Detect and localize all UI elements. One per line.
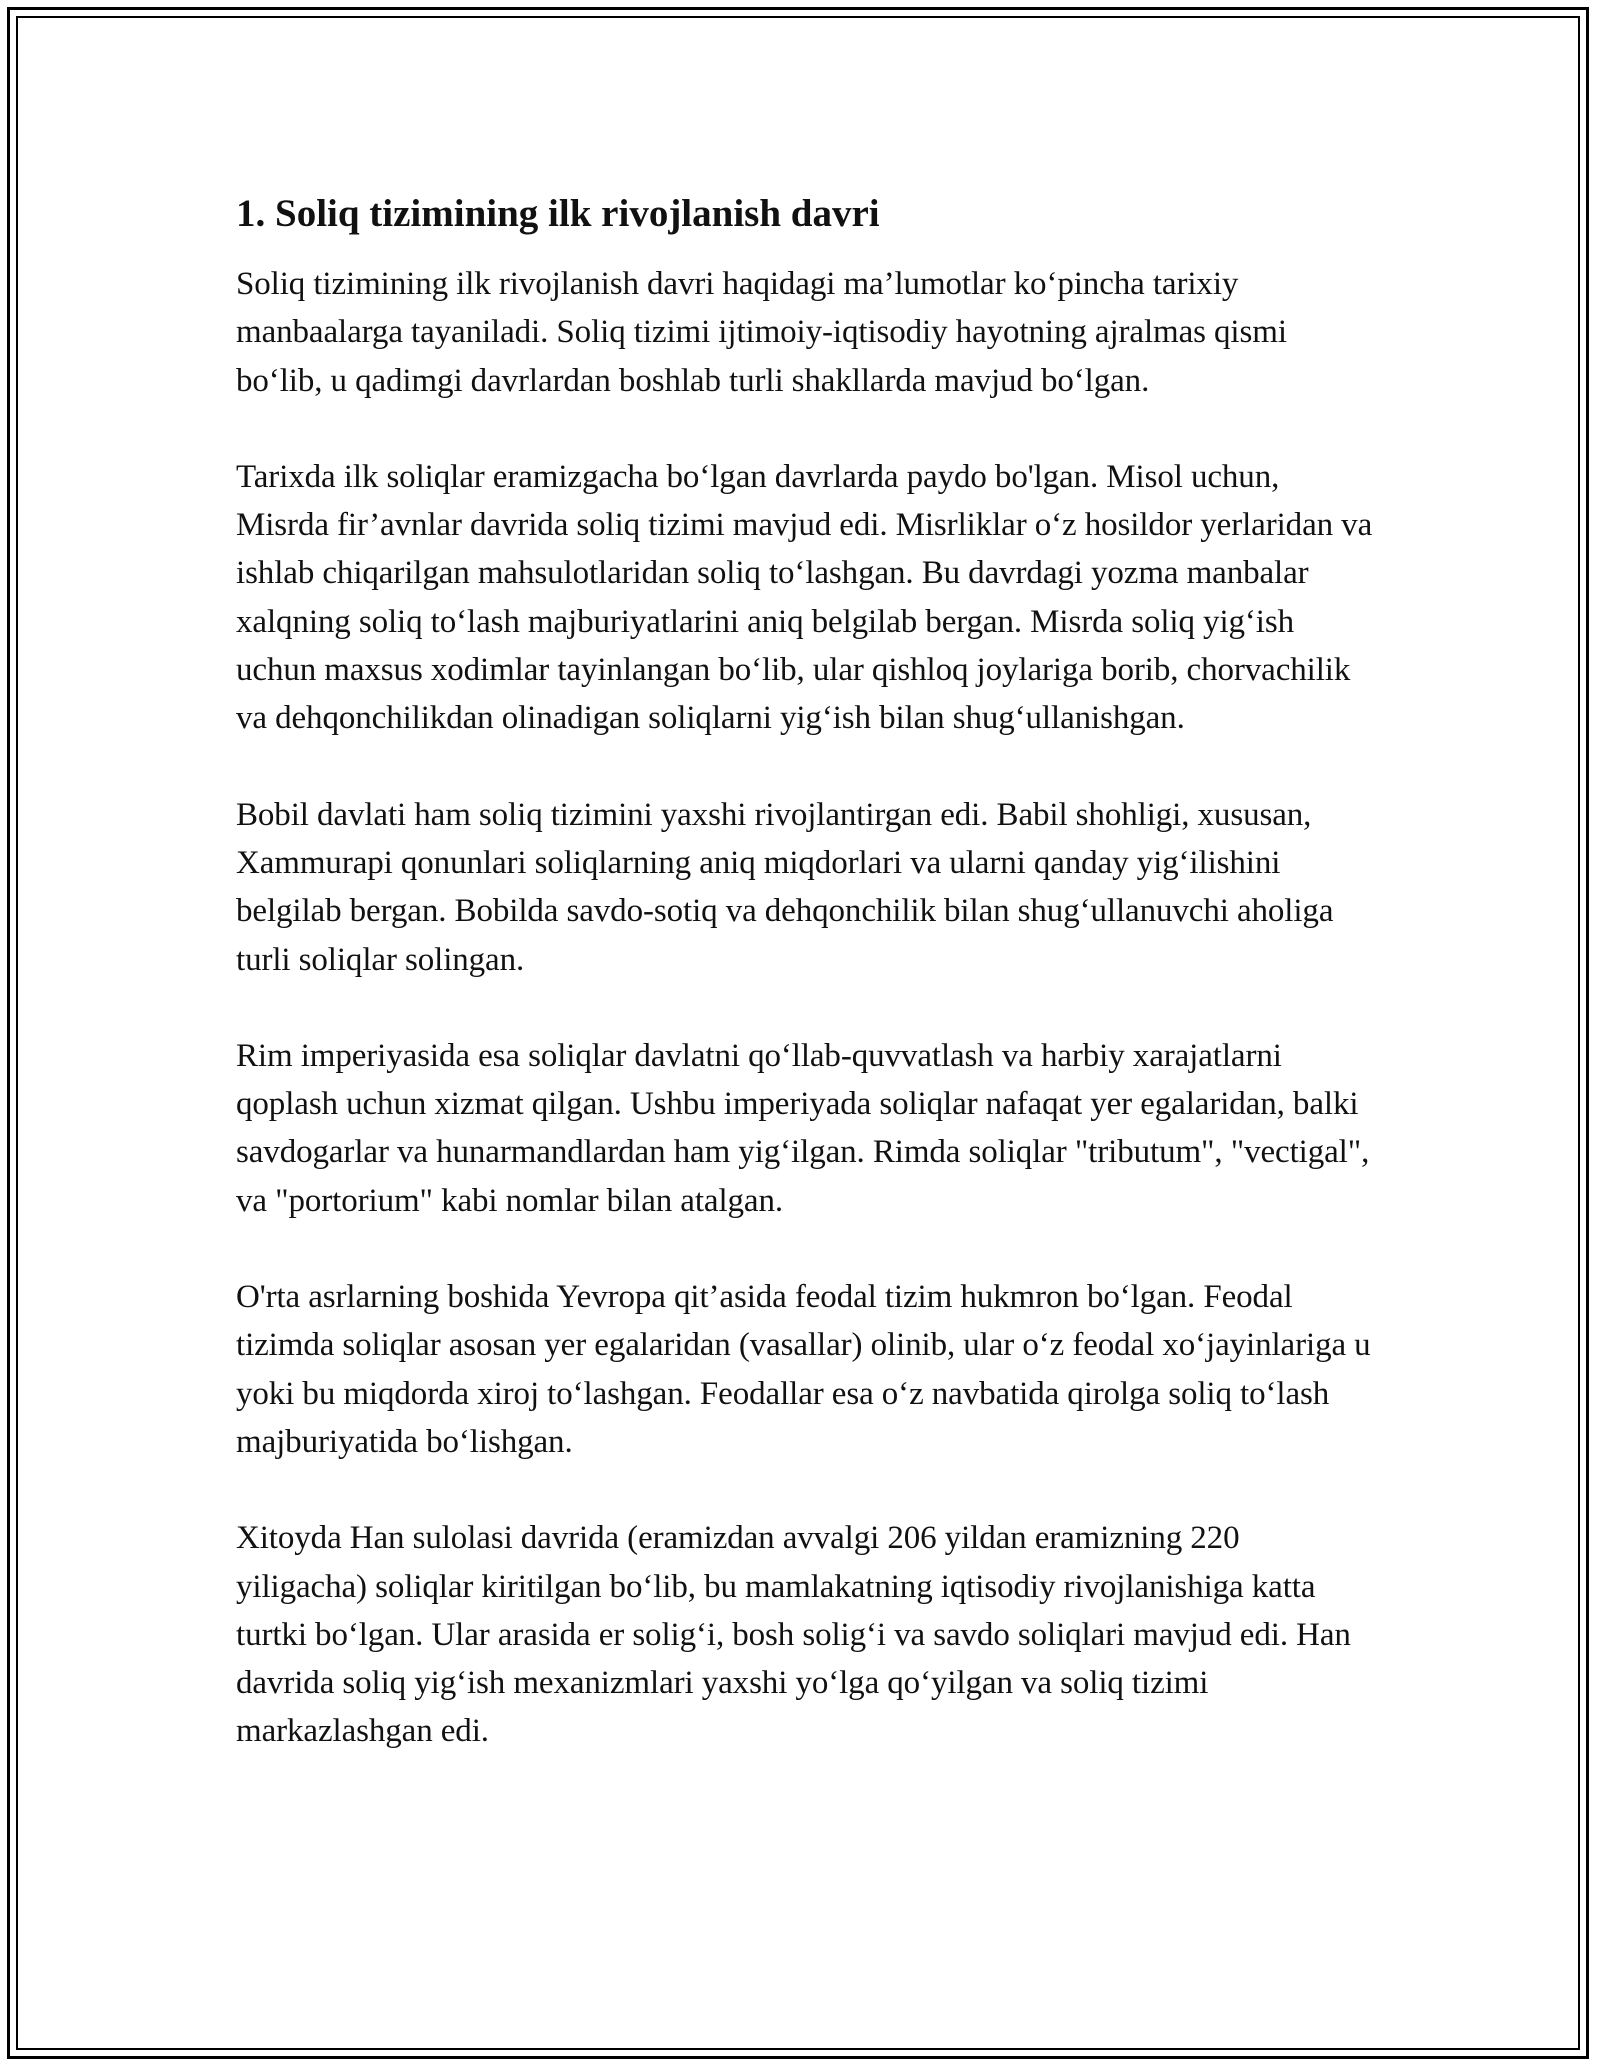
paragraph-medieval-europe: O'rta asrlarning boshida Yevropa qit’asida feodal tizim hukmron bo‘lgan. Feodal tizimda soliqlar asosan yer egalaridan (vasallar) olinib, ular o‘z feodal xo‘jayinlariga u yoki bu miqdorda xiroj to‘lashgan. Feodallar esa o‘z navbatida qirolga soliq to‘lash majburiyatida bo‘lishgan. bbox=[236, 1279, 1371, 1460]
paragraph-egypt: Tarixda ilk soliqlar eramizgacha bo‘lgan davrlarda paydo bo'lgan. Misol uchun, Misrda fir’avnlar davrida soliq tizimi mavjud edi. Misrliklar o‘z hosildor yerlaridan va ishlab chiqarilgan mahsulotlaridan soliq to‘lashgan. Bu davrdagi yozma manbalar xalqning soliq to‘lash majburiyatlarini aniq belgilab bergan. Misrda soliq yig‘ish uchun maxsus xodimlar tayinlangan bo‘lib, ular qishloq joylariga borib, chorvachilik va dehqonchilikdan olinadigan soliqlarni yig‘ish bilan shug‘ullanishgan. bbox=[236, 458, 1373, 737]
section-heading: 1. Soliq tizimining ilk rivojlanish davri bbox=[236, 192, 880, 235]
paragraph-rome: Rim imperiyasida esa soliqlar davlatni qo‘llab-quvvatlash va harbiy xarajatlarni qoplash uchun xizmat qilgan. Ushbu imperiyada soliqlar nafaqat yer egalaridan, balki savdogarlar va hunarmandlardan ham yig‘ilgan. Rimda soliqlar "tributum", "vectigal", va "portorium" kabi nomlar bilan atalgan. bbox=[236, 1037, 1370, 1219]
paragraph-intro: Soliq tizimining ilk rivojlanish davri haqidagi ma’lumotlar ko‘pincha tarixiy manbaalarga tayaniladi. Soliq tizimi ijtimoiy-iqtisodiy hayotning ajralmas qismi bo‘lib, u qadimgi davrlardan boshlab turli shakllarda mavjud bo‘lgan. bbox=[236, 266, 1287, 399]
paragraph-han-china: Xitoyda Han sulolasi davrida (eramizdan avvalgi 206 yildan eramizning 220 yiligacha) soliqlar kiritilgan bo‘lib, bu mamlakatning iqtisodiy rivojlanishiga katta turtki bo‘lgan. Ular arasida er solig‘i, bosh solig‘i va savdo soliqlari mavjud edi. Han davrida soliq yig‘ish mexanizmlari yaxshi yo‘lga qo‘yilgan va soliq tizimi markazlashgan edi. bbox=[236, 1520, 1351, 1750]
document-body bbox=[236, 188, 1376, 1804]
paragraph-babylon: Bobil davlati ham soliq tizimini yaxshi rivojlantirgan edi. Babil shohligi, xususan, Xammurapi qonunlari soliqlarning aniq miqdorlari va ularni qanday yig‘ilishini belgilab bergan. Bobilda savdo-sotiq va dehqonchilik bilan shug‘ullanuvchi aholiga turli soliqlar solingan. bbox=[236, 796, 1334, 978]
